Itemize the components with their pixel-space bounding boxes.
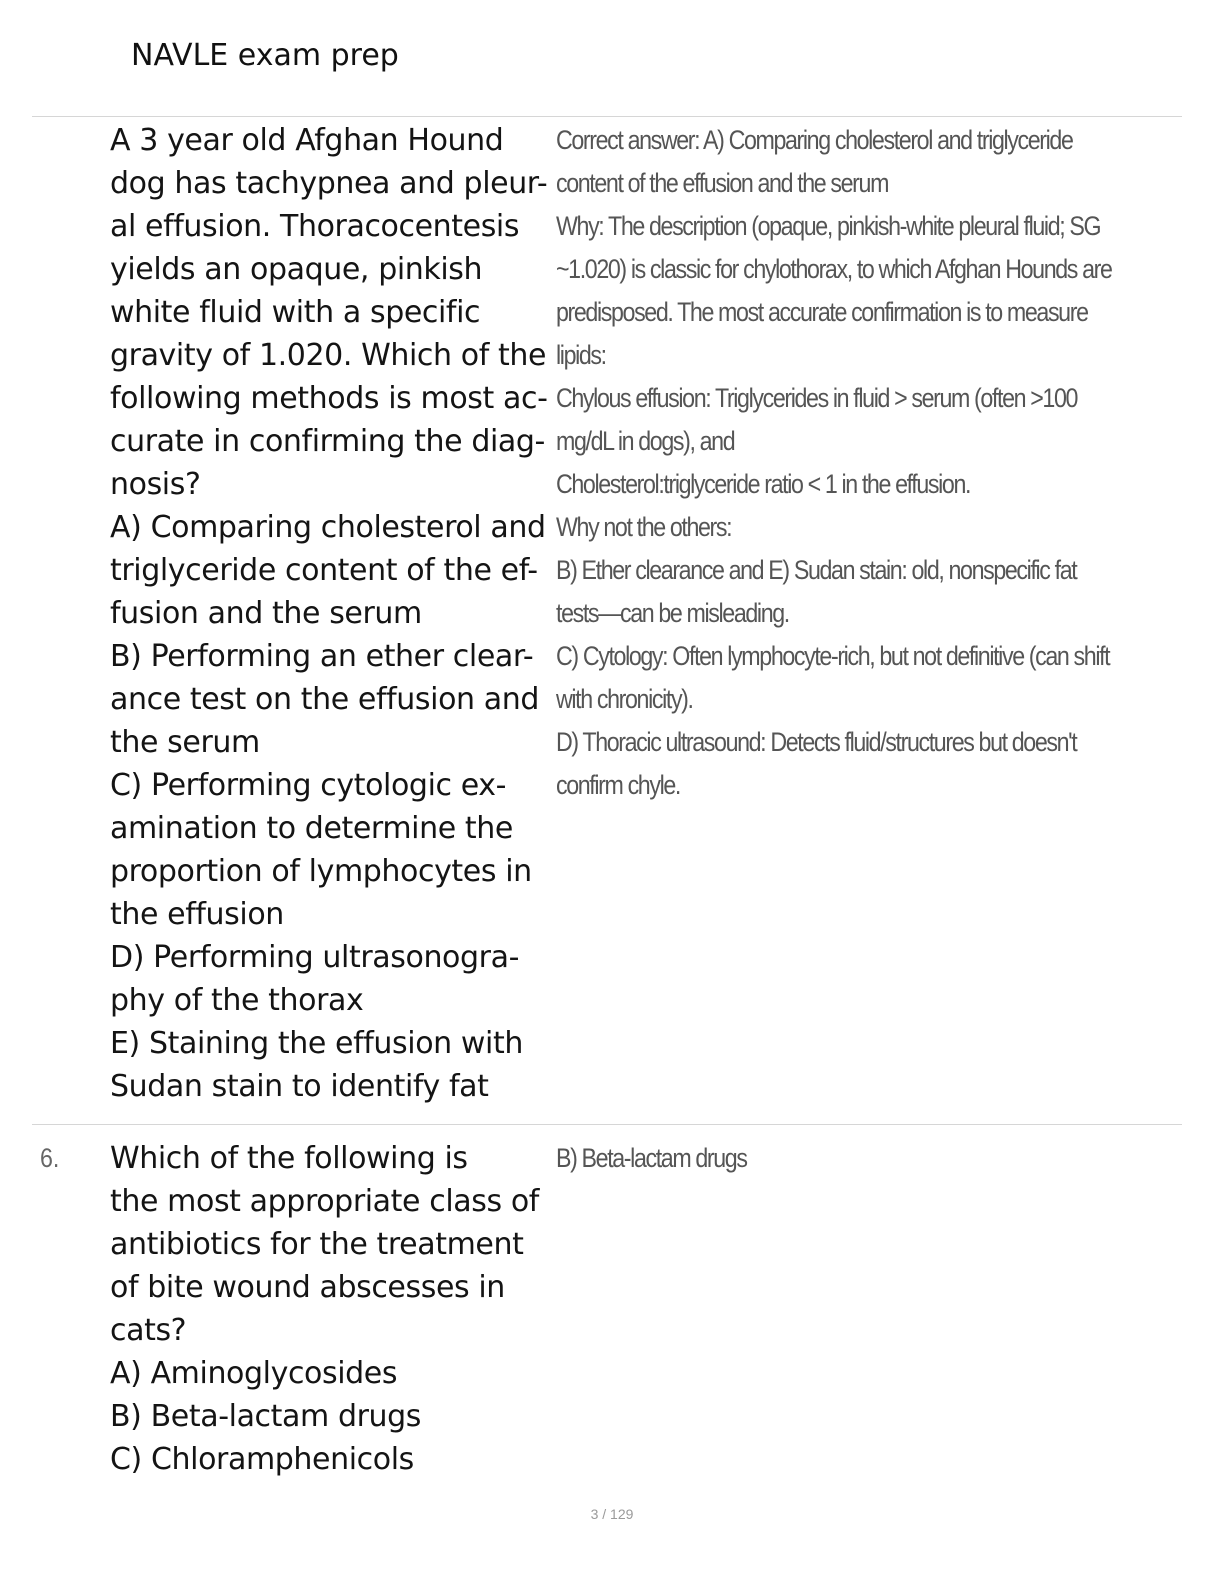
answer-line: lipids: (556, 340, 606, 370)
question-option-line: C) Performing cytologic ex- (110, 768, 507, 803)
question-line: of bite wound abscesses in (110, 1270, 505, 1305)
question-line: antibiotics for the treatment (110, 1227, 524, 1262)
question-option-line: proportion of lymphocytes in (110, 854, 532, 889)
question-option-line: amination to determine the (110, 811, 513, 846)
item-number: 6. (40, 1143, 60, 1173)
question-line: white fluid with a specific (110, 295, 481, 330)
question-option-line: fusion and the serum (110, 596, 422, 631)
question-line: A 3 year old Afghan Hound (110, 123, 504, 158)
question-line: dog has tachypnea and pleur- (110, 166, 548, 201)
answer-line: ~1.020) is classic for chylothorax, to which Afghan Hounds are (556, 254, 1112, 284)
question-option-line: B) Performing an ether clear- (110, 639, 534, 674)
section-divider (32, 116, 1182, 117)
question-line: following methods is most ac- (110, 381, 548, 416)
answer-line: Correct answer: A) Comparing cholesterol and triglyceride (556, 125, 1073, 155)
question-option-line: C) Chloramphenicols (110, 1442, 414, 1477)
answer-line: Why not the others: (556, 512, 732, 542)
answer-line: content of the effusion and the serum (556, 168, 889, 198)
question-line: cats? (110, 1313, 187, 1348)
page-title: NAVLE exam prep (131, 38, 399, 73)
question-line: al effusion. Thoracocentesis (110, 209, 520, 244)
question-text (110, 119, 550, 1108)
page-indicator: 3 / 129 (590, 1506, 634, 1522)
question-line: nosis? (110, 467, 201, 502)
answer-line: Cholesterol:triglyceride ratio < 1 in the effusion. (556, 469, 971, 499)
question-option-line: ance test on the effusion and (110, 682, 540, 717)
question-line: Which of the following is (110, 1141, 468, 1176)
question-option-line: A) Comparing cholesterol and (110, 510, 546, 545)
answer-line: with chronicity). (556, 684, 693, 714)
answer-line: B) Ether clearance and E) Sudan stain: old, nonspecific fat (556, 555, 1077, 585)
question-option-line: D) Performing ultrasonogra- (110, 940, 519, 975)
question-line: the most appropriate class of (110, 1184, 539, 1219)
question-line: curate in confirming the diag- (110, 424, 545, 459)
question-option-line: B) Beta-lactam drugs (110, 1399, 422, 1434)
answer-line: D) Thoracic ultrasound: Detects fluid/structures but doesn't (556, 727, 1077, 757)
answer-line: confirm chyle. (556, 770, 680, 800)
answer-line: B) Beta-lactam drugs (556, 1143, 747, 1173)
answer-line: tests—can be misleading. (556, 598, 789, 628)
section-divider (32, 1124, 1182, 1125)
answer-explanation (556, 1137, 1089, 1180)
question-option-line: triglyceride content of the ef- (110, 553, 538, 588)
answer-line: Chylous effusion: Triglycerides in fluid > serum (often >100 (556, 383, 1078, 413)
question-option-line: E) Staining the effusion with (110, 1026, 523, 1061)
question-line: gravity of 1.020. Which of the (110, 338, 547, 373)
question-option-line: Sudan stain to identify fat (110, 1069, 489, 1104)
question-text (110, 1137, 550, 1481)
answer-line: Why: The description (opaque, pinkish-white pleural fluid; SG (556, 211, 1101, 241)
answer-line: mg/dL in dogs), and (556, 426, 735, 456)
question-option-line: A) Aminoglycosides (110, 1356, 398, 1391)
answer-line: C) Cytology: Often lymphocyte-rich, but not definitive (can shift (556, 641, 1110, 671)
question-line: yields an opaque, pinkish (110, 252, 483, 287)
question-option-line: the serum (110, 725, 260, 760)
answer-explanation (556, 119, 1112, 807)
answer-line: predisposed. The most accurate confirmation is to measure (556, 297, 1088, 327)
question-option-line: phy of the thorax (110, 983, 364, 1018)
question-option-line: the effusion (110, 897, 284, 932)
